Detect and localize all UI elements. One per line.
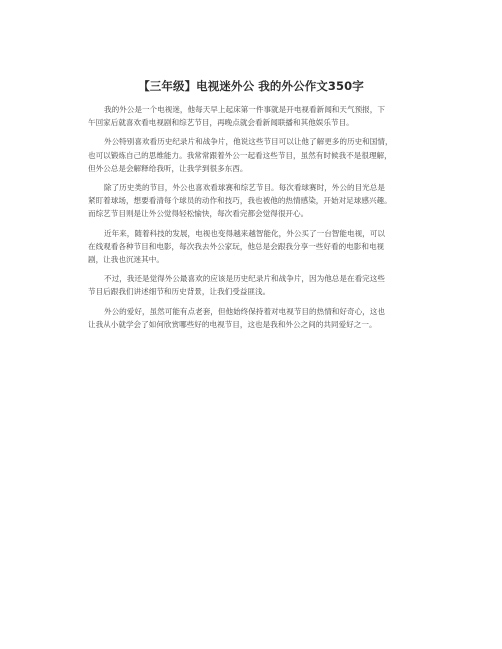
paragraph-line: 紧盯着球场，想要看清每个球员的动作和技巧，我也被他的热情感染，开始对足球感兴趣。 — [88, 196, 392, 206]
paragraph-line: 而综艺节目则是让外公觉得轻松愉快，每次看完都会觉得很开心。 — [88, 209, 309, 219]
paragraph-line: 我的外公是一个电视迷，他每天早上起床第一件事就是开电视看新闻和天气预报，下 — [104, 105, 385, 114]
paragraph-1 — [88, 103, 426, 129]
paragraph-6 — [88, 305, 426, 331]
paragraph-line: 不过，我还是觉得外公最喜欢的应该是历史纪录片和战争片，因为他总是在看完这些 — [104, 274, 385, 284]
paragraph-line: 除了历史类的节目，外公也喜欢看球赛和综艺节目。每次看球赛时，外公的目光总是 — [104, 183, 385, 193]
document-title: 【三年级】电视迷外公 我的外公作文350字 — [138, 79, 364, 93]
paragraph-line: 外公特别喜欢看历史纪录片和战争片，他说这些节目可以让他了解更多的历史和国情， — [104, 137, 393, 147]
paragraph-line: 剧，让我也沉迷其中。 — [88, 255, 164, 265]
paragraph-4 — [88, 227, 426, 267]
paragraph-line: 让我从小就学会了如何欣赏哪些好的电视节目，这也是我和外公之间的共同爱好之一。 — [88, 319, 377, 329]
paragraph-line: 但外公总是会解释给我听，让我学到很多东西。 — [88, 163, 248, 173]
paragraph-line: 在线观看各种节目和电影，每次我去外公家玩，他总是会跟我分享一些好看的电影和电视 — [88, 241, 385, 251]
paragraph-3 — [88, 181, 426, 221]
paragraph-line: 午回家后就喜欢看电视剧和综艺节目，再晚点就会看新闻联播和其他娱乐节目。 — [88, 118, 354, 128]
document-body — [88, 103, 426, 337]
paragraph-line: 外公的爱好，虽然可能有点老套，但他始终保持着对电视节目的热情和好奇心，这也 — [104, 306, 385, 316]
paragraph-line: 也可以锻炼自己的思维能力。我常常跟着外公一起看这些节目，虽然有时候我不是很理解， — [88, 150, 392, 160]
paragraph-line: 近年来，随着科技的发展，电视也变得越来越智能化，外公买了一台智能电视，可以 — [104, 228, 385, 238]
paragraph-2 — [88, 135, 426, 175]
paragraph-line: 节目后跟我们讲述细节和历史背景，让我们受益匪浅。 — [88, 287, 271, 297]
paragraph-5 — [88, 272, 426, 298]
